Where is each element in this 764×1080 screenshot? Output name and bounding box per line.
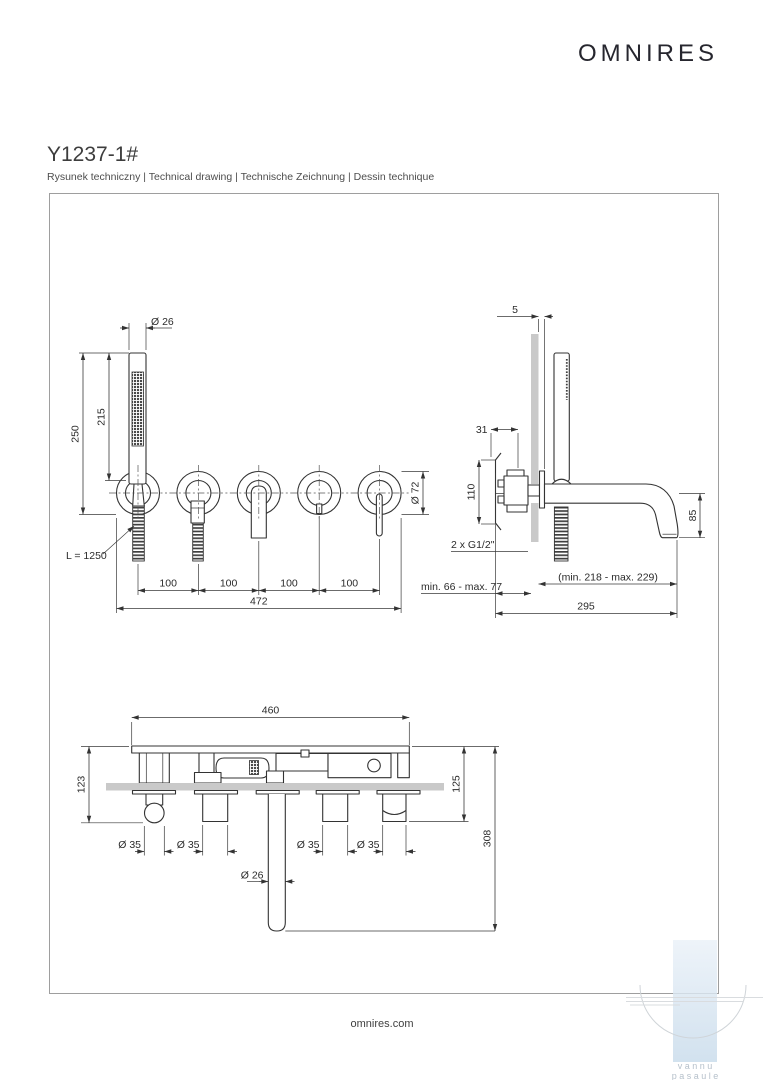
svg-text:Ø 35: Ø 35 (118, 839, 141, 851)
wall-band-top (106, 783, 444, 791)
model-number: Y1237-1# (47, 143, 139, 166)
dim-rail-width (132, 705, 410, 746)
label-connections (451, 539, 528, 552)
dim-total-reach (496, 601, 678, 614)
vannu-pasaule-watermark (596, 930, 764, 1080)
website-footer: omnires.com (350, 1018, 414, 1030)
handshower-side (552, 353, 571, 561)
svg-text:295: 295 (577, 600, 595, 613)
svg-text:Ø 26: Ø 26 (240, 869, 264, 882)
drawing-subtitle: Rysunek techniczny | Technical drawing | Technische Zeichnung | Dessin technique (47, 171, 435, 183)
svg-text:min. 66 - max. 77: min. 66 - max. 77 (421, 581, 503, 593)
svg-text:2 x G1/2": 2 x G1/2" (451, 539, 495, 551)
svg-text:123: 123 (75, 775, 88, 794)
dim-height-to-escutcheon (96, 353, 127, 481)
dim-escutcheon-diameter (402, 472, 430, 515)
omnires-logo: OMNIRES (577, 40, 718, 67)
dim-spout-drop (679, 494, 705, 538)
watermark-line1: v a n n u (677, 1061, 713, 1071)
handles-and-spout-top (145, 794, 496, 931)
svg-text:31: 31 (475, 424, 488, 436)
lever-handle-front (376, 494, 382, 536)
top-view (76, 705, 500, 932)
technical-drawing-frame (49, 193, 719, 994)
wall-plate-side (540, 471, 545, 508)
escutcheon-flanges-top (133, 791, 421, 795)
svg-text:100: 100 (340, 577, 359, 590)
dim-depth-behind-wall (476, 424, 518, 468)
watermark-line2: p a s a u l e (671, 1071, 719, 1080)
svg-text:L = 1250: L = 1250 (66, 550, 107, 562)
svg-text:125: 125 (450, 775, 463, 793)
svg-text:(min. 218 - max. 229): (min. 218 - max. 229) (558, 571, 658, 584)
hose-outlet-front (191, 501, 204, 561)
dim-spout-diameter (241, 870, 295, 882)
wall-section-upper (531, 334, 539, 484)
svg-text:472: 472 (250, 595, 268, 608)
dim-handshower-diameter (120, 316, 174, 350)
svg-text:110: 110 (465, 483, 478, 501)
svg-text:308: 308 (481, 829, 494, 848)
dim-spout-depth (482, 747, 496, 932)
svg-text:Ø 35: Ø 35 (356, 839, 380, 851)
technical-drawing (50, 194, 718, 993)
dim-wall-gap (497, 304, 553, 469)
svg-text:100: 100 (219, 577, 238, 590)
valve-bodies-top (139, 750, 409, 789)
wall-section-lower (531, 503, 539, 542)
mounting-rail (132, 746, 410, 753)
svg-text:5: 5 (512, 304, 518, 316)
dim-valve-height (466, 460, 496, 524)
svg-text:100: 100 (159, 577, 177, 590)
front-view (66, 316, 429, 613)
svg-text:Ø 72: Ø 72 (409, 481, 422, 505)
svg-text:85: 85 (687, 509, 699, 522)
side-view (421, 304, 705, 618)
dim-valve-diameters (118, 825, 415, 856)
svg-text:Ø 26: Ø 26 (151, 316, 174, 328)
svg-text:215: 215 (95, 408, 108, 426)
watermark-graphics (626, 940, 763, 1080)
svg-text:Ø 35: Ø 35 (176, 839, 200, 851)
svg-text:100: 100 (280, 577, 298, 590)
handshower-front (129, 353, 146, 561)
svg-text:250: 250 (69, 425, 82, 443)
svg-text:Ø 35: Ø 35 (296, 839, 320, 851)
svg-text:460: 460 (261, 704, 280, 717)
label-hose-length (66, 526, 134, 562)
